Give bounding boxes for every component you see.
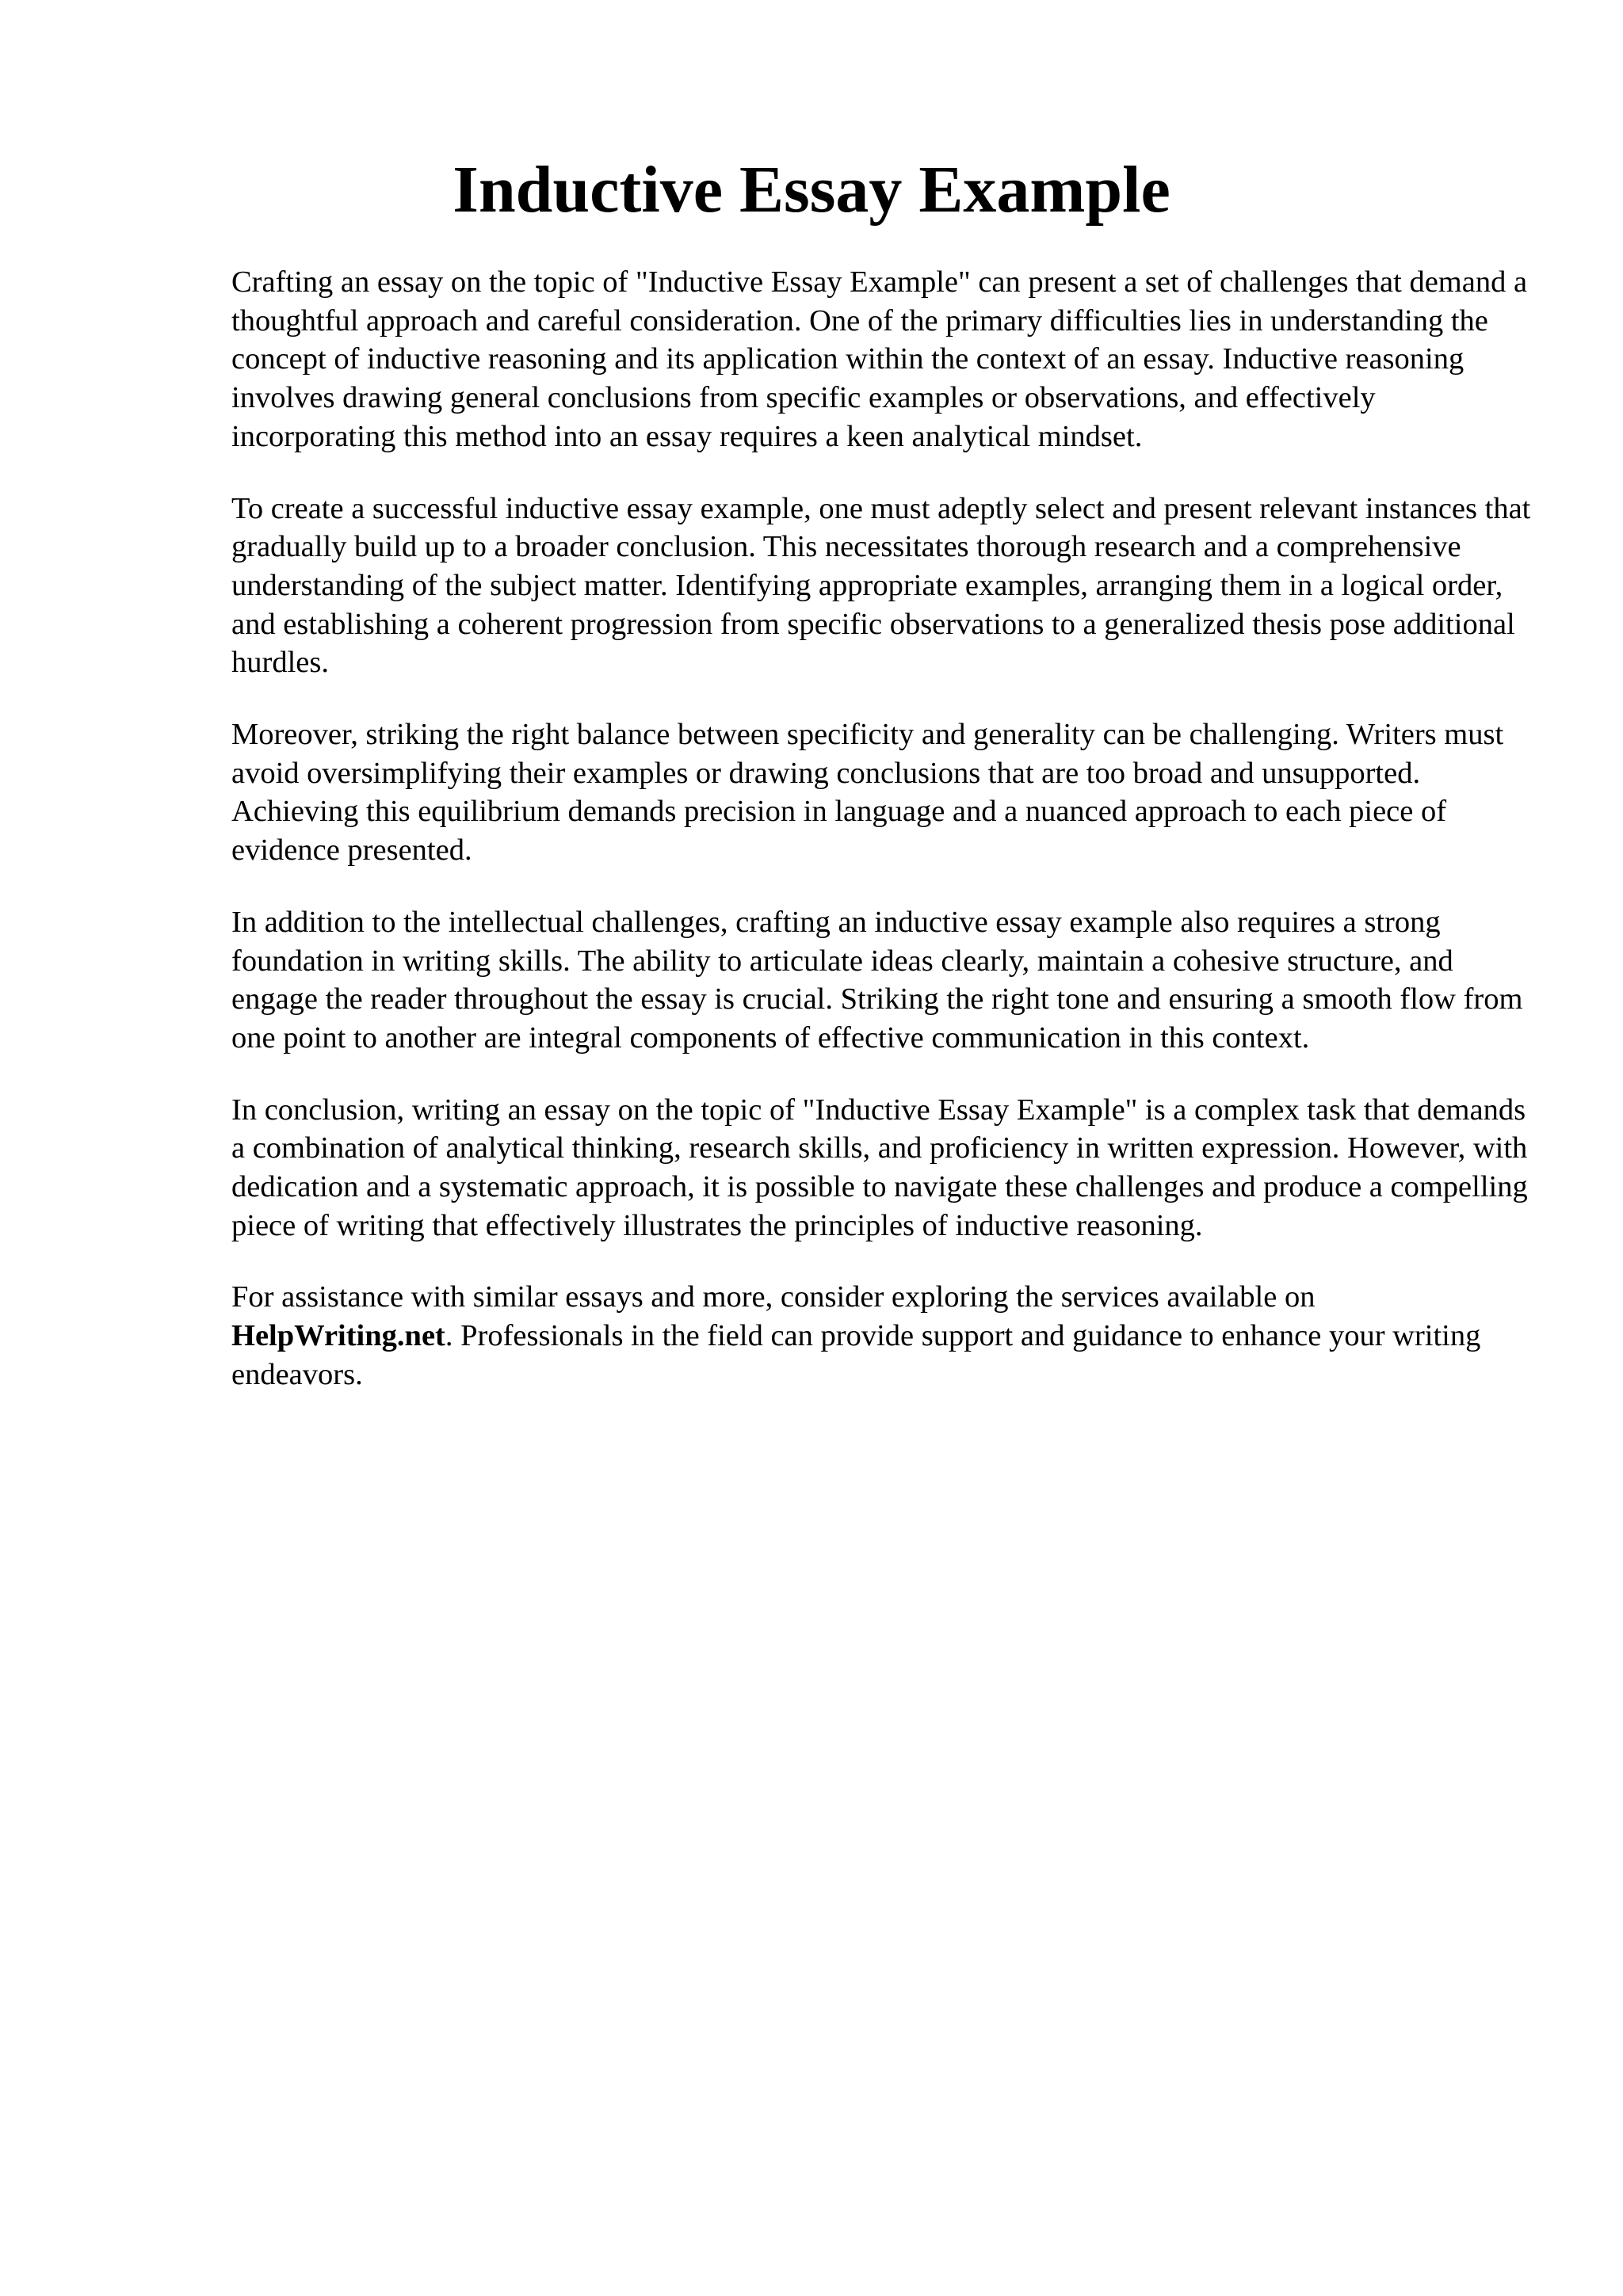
helpwriting-link[interactable]: HelpWriting.net (231, 1319, 445, 1353)
paragraph-2: To create a successful inductive essay example, one must adeptly select and present relevant instances that gradually build up to a broader conclusion. This necessitates thorough research and a comprehensive understanding of the subject matter. Identifying appropriate examples, arranging them in a logical order, and establishing a coherent progression from specific observations to a generalized thesis pose additional hurdles. (231, 491, 1531, 680)
essay-body (231, 263, 1539, 1428)
closing-text-after: . Professionals in the field can provide support and guidance to enhance your writing endeavors. (231, 1319, 1481, 1391)
page-title: Inductive Essay Example (453, 153, 1170, 227)
paragraph-4: In addition to the intellectual challenges, crafting an inductive essay example also requires a strong foundation in writing skills. The ability to articulate ideas clearly, maintain a cohesive structure, and engage the reader throughout the essay is crucial. Striking the right tone and ensuring a smooth flow from one point to another are integral components of effective communication in this context. (231, 905, 1523, 1055)
paragraph-1: Crafting an essay on the topic of "Inductive Essay Example" can present a set of challenges that demand a thoughtful approach and careful consideration. One of the primary difficulties lies in understanding the concept of inductive reasoning and its application within the context of an essay. Inductive reasoning involves drawing general conclusions from specific examples or observations, and effectively incorporating this method into an essay requires a keen analytical mindset. (231, 265, 1528, 453)
closing-text-before: For assistance with similar essays and more, consider exploring the services available on (231, 1280, 1316, 1314)
closing-paragraph (231, 1278, 1539, 1394)
paragraph-5: In conclusion, writing an essay on the topic of "Inductive Essay Example" is a complex task that demands a combination of analytical thinking, research skills, and proficiency in written expression. However, with dedication and a systematic approach, it is possible to navigate these challenges and produce a compelling piece of writing that effectively illustrates the principles of inductive reasoning. (231, 1093, 1528, 1242)
paragraph-3: Moreover, striking the right balance between specificity and generality can be challenging. Writers must avoid oversimplifying their examples or drawing conclusions that are too broad and unsupported. Achieving this equilibrium demands precision in language and a nuanced approach to each piece of evidence presented. (231, 718, 1504, 868)
